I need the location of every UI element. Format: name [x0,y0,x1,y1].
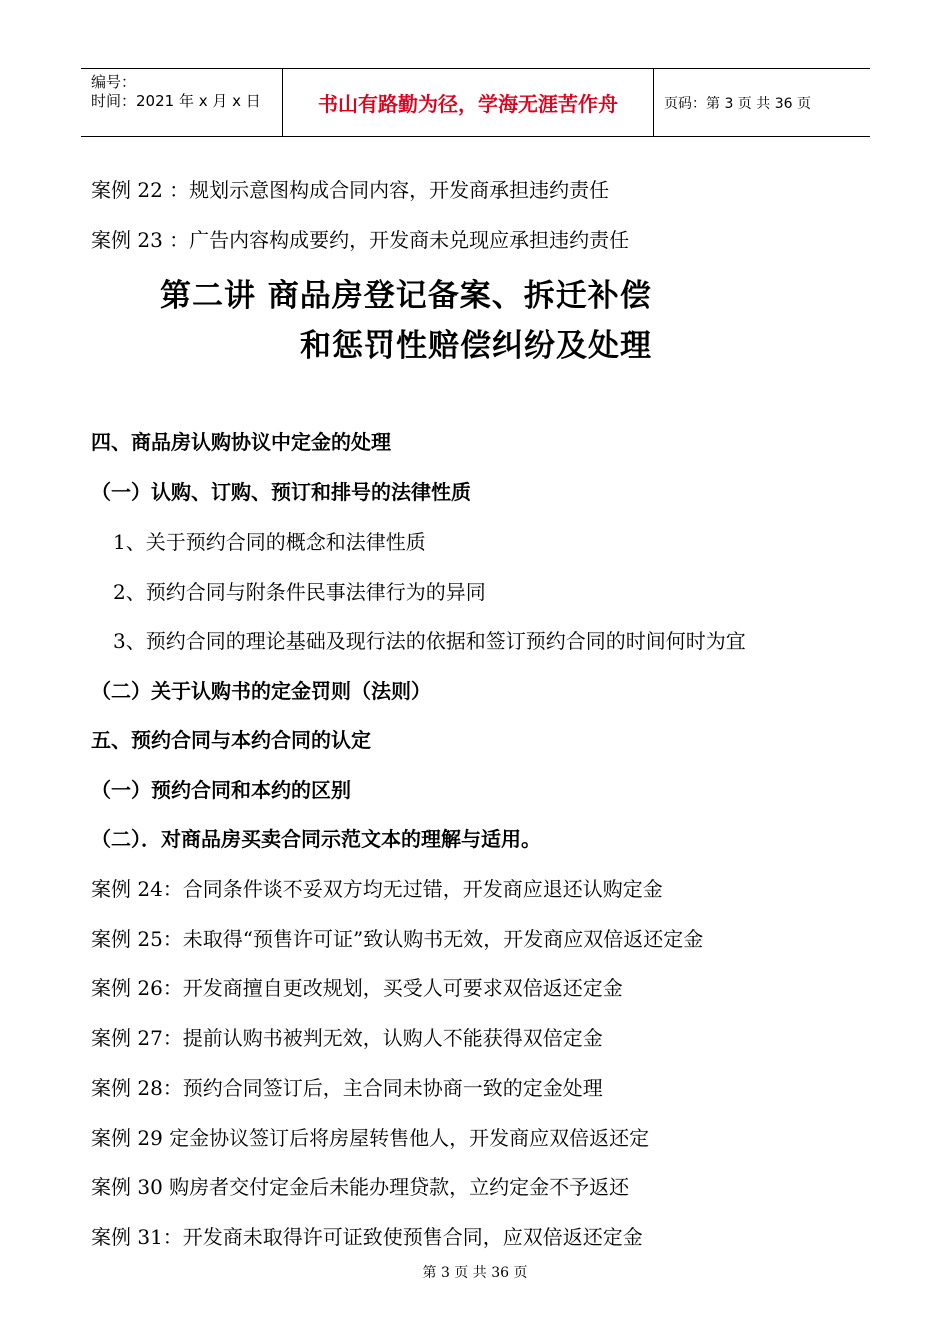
case-line: 案例 22 ：规划示意图构成合同内容，开发商承担违约责任 [91,178,610,202]
list-item: 2、预约合同与附条件民事法律行为的异同 [113,580,486,604]
subsection-heading: （二）．对商品房买卖合同示范文本的理解与适用。 [91,827,541,851]
case-line: 案例 27：提前认购书被判无效，认购人不能获得双倍定金 [91,1026,603,1050]
case-line: 案例 29 定金协议签订后将房屋转售他人，开发商应双倍返还定 [91,1126,650,1150]
lecture-title-line1: 第二讲 商品房登记备案、拆迁补偿 [160,278,652,314]
subsection-heading: （一）预约合同和本约的区别 [91,778,351,802]
case-line: 案例 26：开发商擅自更改规划，买受人可要求双倍返还定金 [91,976,623,1000]
section-heading: 四、商品房认购协议中定金的处理 [91,430,391,454]
case-line: 案例 31：开发商未取得许可证致使预售合同，应双倍返还定金 [91,1225,643,1249]
subsection-heading: （一）认购、订购、预订和排号的法律性质 [91,480,471,504]
section-heading: 五、预约合同与本约合同的认定 [91,728,371,752]
case-line: 案例 25：未取得“预售许可证”致认购书无效，开发商应双倍返还定金 [91,927,704,951]
subsection-heading: （二）关于认购书的定金罚则（法则） [91,679,431,703]
case-line: 案例 28：预约合同签订后，主合同未协商一致的定金处理 [91,1076,603,1100]
lecture-title-line2: 和惩罚性赔偿纠纷及处理 [300,328,652,364]
page-footer: 第 3 页 共 36 页 [422,1265,528,1281]
case-line: 案例 24：合同条件谈不妥双方均无过错，开发商应退还认购定金 [91,877,663,901]
list-item: 3、预约合同的理论基础及现行法的依据和签订预约合同的时间何时为宜 [113,629,746,653]
case-line: 案例 23 ：广告内容构成要约，开发商未兑现应承担违约责任 [91,228,630,252]
header-meta [81,69,283,136]
document-date: 时间：2021 年 x 月 x 日 [91,92,261,110]
list-item: 1、关于预约合同的概念和法律性质 [113,530,426,554]
page-header [81,68,870,137]
header-motto: 书山有路勤为径，学海无涯苦作舟 [283,69,654,136]
header-page-info: 页码：第 3 页 共 36 页 [664,95,811,112]
document-number-label: 编号： [91,73,137,91]
case-line: 案例 30 购房者交付定金后未能办理贷款，立约定金不予返还 [91,1175,630,1199]
